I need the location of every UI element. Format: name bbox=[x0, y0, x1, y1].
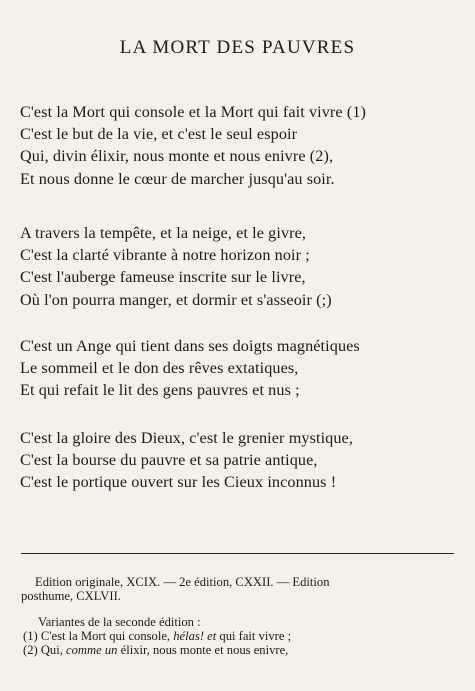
footnote-divider bbox=[21, 553, 454, 554]
verse-line: C'est la Mort qui console et la Mort qui fait vivre (1) bbox=[20, 103, 367, 121]
variant-1-text: (1) C'est la Mort qui console, bbox=[23, 629, 174, 643]
variant-1-emphasis: hélas! et bbox=[173, 629, 217, 643]
editions-note-line: posthume, CXLVII. bbox=[21, 589, 121, 603]
verse-line: Le sommeil et le don des rêves extatiques, bbox=[20, 359, 299, 378]
verse-line: C'est le portique ouvert sur les Cieux inconnus ! bbox=[20, 473, 337, 492]
editions-note-line: Edition originale, XCIX. — 2e édition, CXXII. — Edition bbox=[35, 575, 330, 589]
stanza-3 bbox=[20, 335, 460, 402]
verse-line: Et nous donne le cœur de marcher jusqu'au soir. bbox=[20, 169, 335, 188]
verse-line: Et qui refait le lit des gens pauvres et nus ; bbox=[20, 381, 300, 400]
verse-line: C'est l'auberge fameuse inscrite sur le livre, bbox=[20, 268, 306, 287]
variant-1-text-end: qui fait vivre ; bbox=[216, 629, 292, 643]
stanza-4 bbox=[20, 427, 460, 494]
stanza-1 bbox=[20, 101, 460, 190]
verse-line: C'est la gloire des Dieux, c'est le grenier mystique, bbox=[20, 429, 353, 447]
stanza-2 bbox=[20, 222, 460, 311]
variant-2 bbox=[23, 643, 463, 657]
poem-title: LA MORT DES PAUVRES bbox=[119, 37, 356, 58]
variant-2-emphasis: comme un bbox=[66, 643, 118, 657]
variants-heading: Variantes de la seconde édition : bbox=[38, 615, 201, 629]
verse-line: C'est un Ange qui tient dans ses doigts magnétiques bbox=[20, 337, 360, 355]
editions-note bbox=[21, 575, 475, 603]
verse-line: C'est la bourse du pauvre et sa patrie antique, bbox=[20, 451, 318, 470]
verse-line: Où l'on pourra manger, et dormir et s'asseoir (;) bbox=[20, 290, 332, 309]
variants-note bbox=[23, 615, 463, 657]
verse-line: C'est le but de la vie, et c'est le seul espoir bbox=[20, 125, 298, 144]
verse-line: C'est la clarté vibrante à notre horizon noir ; bbox=[20, 246, 310, 265]
variant-1 bbox=[23, 629, 463, 643]
variant-2-text-end: élixir, nous monte et nous enivre, bbox=[117, 643, 289, 657]
verse-line: Qui, divin élixir, nous monte et nous enivre (2), bbox=[20, 147, 334, 166]
verse-line: A travers la tempête, et la neige, et le givre, bbox=[20, 224, 307, 242]
variant-2-text: (2) Qui, bbox=[23, 643, 67, 657]
